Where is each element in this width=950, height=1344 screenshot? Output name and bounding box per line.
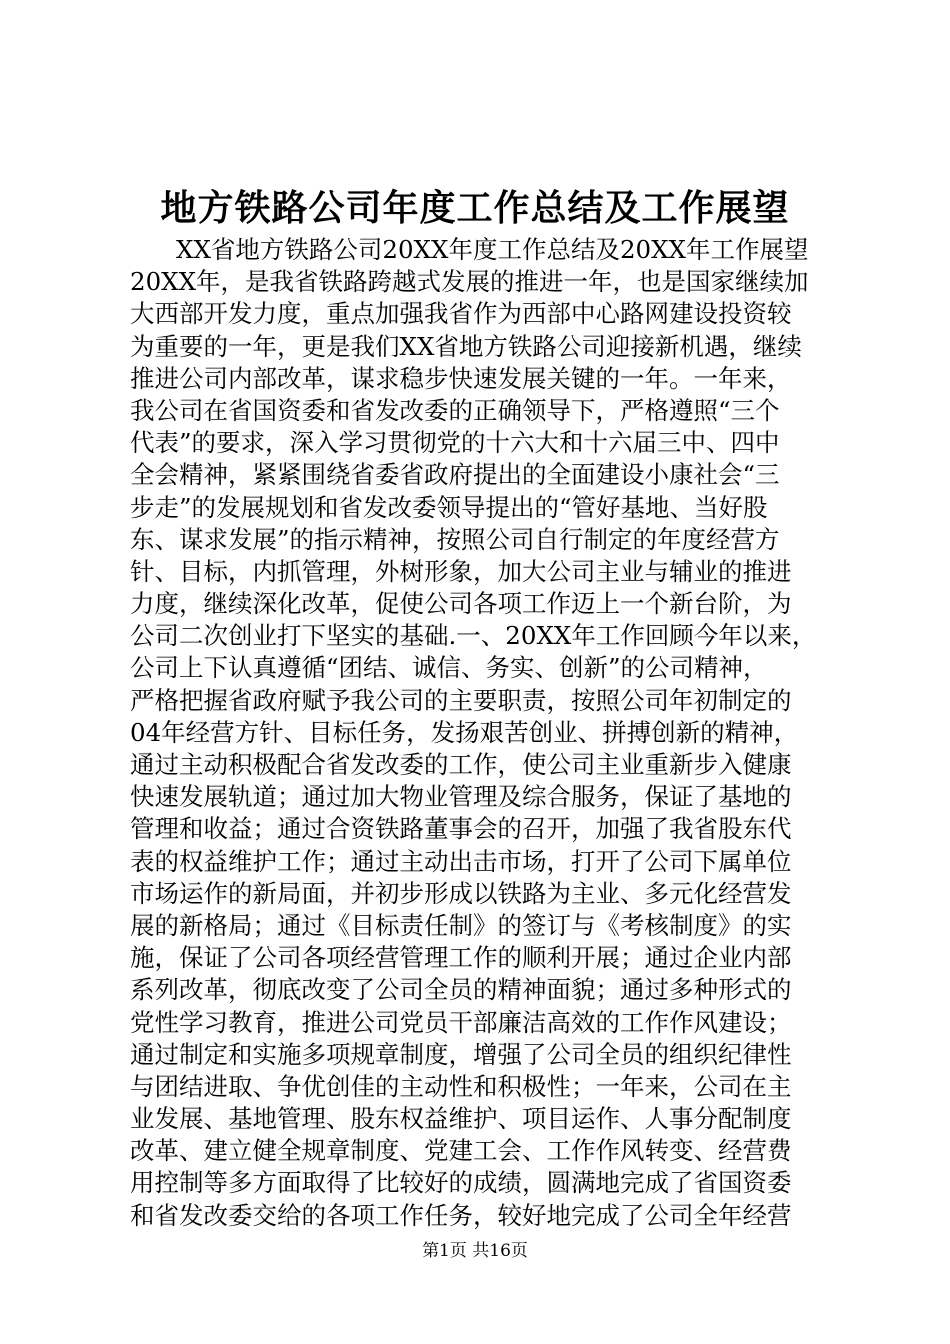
body-text-line: 通过制定和实施多项规章制度，增强了公司全员的组织纪律性 [130, 1039, 792, 1069]
body-text-line: 针、目标，内抓管理，外树形象，加大公司主业与辅业的推进 [130, 556, 792, 586]
body-text-line: 展的新格局；通过《目标责任制》的签订与《考核制度》的实 [130, 910, 792, 940]
body-text-line: 公司上下认真遵循“团结、诚信、务实、创新”的公司精神， [130, 653, 768, 683]
body-text-line: 全会精神，紧紧围绕省委省政府提出的全面建设小康社会“三 [130, 460, 780, 490]
body-text-line: 为重要的一年，更是我们XX省地方铁路公司迎接新机遇，继续 [130, 331, 802, 361]
body-text-line: 业发展、基地管理、股东权益维护、项目运作、人事分配制度 [130, 1104, 792, 1134]
body-text-line: 快速发展轨道；通过加大物业管理及综合服务，保证了基地的 [130, 782, 792, 812]
body-text-line: 管理和收益；通过合资铁路董事会的召开，加强了我省股东代 [130, 814, 792, 844]
document-body [130, 234, 830, 1232]
body-text-line: 步走”的发展规划和省发改委领导提出的“管好基地、当好股 [130, 492, 768, 522]
body-text-line: 东、谋求发展”的指示精神，按照公司自行制定的年度经营方 [130, 524, 780, 554]
body-text-line: XX省地方铁路公司20XX年度工作总结及20XX年工作展望 [176, 235, 809, 264]
body-text-line: 表的权益维护工作；通过主动出击市场，打开了公司下属单位 [130, 846, 792, 876]
body-text-line: 04年经营方针、目标任务，发扬艰苦创业、拼搏创新的精神， [130, 717, 799, 747]
body-text-line: 公司二次创业打下坚实的基础.一、20XX年工作回顾今年以来， [130, 621, 817, 651]
body-text-line: 用控制等多方面取得了比较好的成绩，圆满地完成了省国资委 [130, 1168, 792, 1198]
body-text-line: 20XX年，是我省铁路跨越式发展的推进一年，也是国家继续加 [130, 267, 809, 297]
body-text-line: 改革、建立健全规章制度、党建工会、工作作风转变、经营费 [130, 1136, 792, 1166]
body-text-line: 市场运作的新局面，并初步形成以铁路为主业、多元化经营发 [130, 878, 792, 908]
body-text-line: 推进公司内部改革，谋求稳步快速发展关键的一年。一年来， [130, 363, 792, 393]
body-text-line: 和省发改委交给的各项工作任务，较好地完成了公司全年经营 [130, 1200, 792, 1230]
body-text-line: 通过主动积极配合省发改委的工作，使公司主业重新步入健康 [130, 750, 792, 779]
body-text-line: 系列改革，彻底改变了公司全员的精神面貌；通过多种形式的 [130, 975, 792, 1005]
body-text-line: 代表”的要求，深入学习贯彻党的十六大和十六届三中、四中 [130, 428, 780, 458]
body-text-line: 我公司在省国资委和省发改委的正确领导下，严格遵照“三个 [130, 395, 780, 425]
body-text-line: 党性学习教育，推进公司党员干部廉洁高效的工作作风建设； [130, 1007, 792, 1037]
body-text-line: 力度，继续深化改革，促使公司各项工作迈上一个新台阶，为 [130, 589, 792, 619]
document-title: 地方铁路公司年度工作总结及工作展望 [160, 187, 790, 229]
body-text-line: 大西部开发力度，重点加强我省作为西部中心路网建设投资较 [130, 299, 792, 329]
body-text-line: 严格把握省政府赋予我公司的主要职责，按照公司年初制定的 [130, 685, 792, 715]
body-text-line: 与团结进取、争优创佳的主动性和积极性；一年来，公司在主 [130, 1071, 792, 1101]
page-number-footer: 第1页 共16页 [422, 1241, 528, 1261]
body-text-line: 施，保证了公司各项经营管理工作的顺利开展；通过企业内部 [130, 943, 792, 973]
